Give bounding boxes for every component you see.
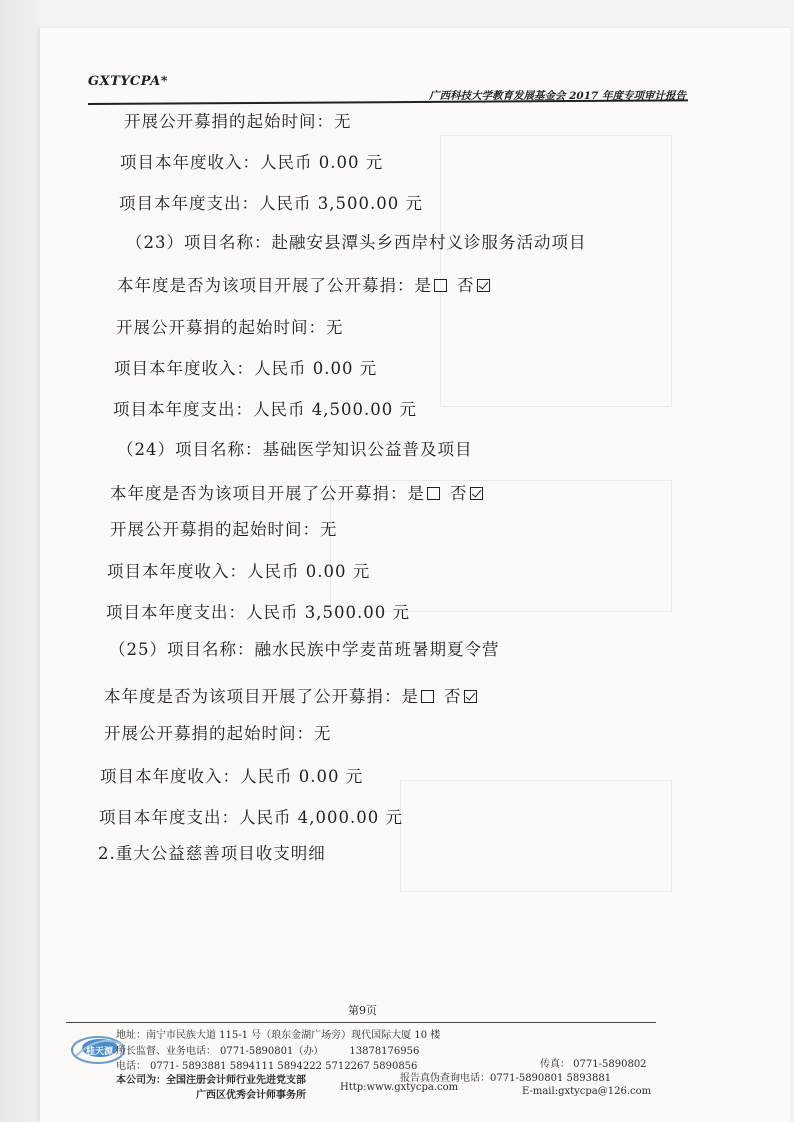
footer-rule <box>66 1022 656 1023</box>
footer-address: 地址：南宁市民族大道 115-1 号（琅东金湖广场旁）现代国际大厦 10 楼 <box>116 1030 441 1041</box>
page-number: 第9页 <box>348 1004 377 1017</box>
yes-checkbox <box>434 279 447 292</box>
fundraising-question: 本年度是否为该项目开展了公开募捐：是 否 <box>104 683 487 707</box>
footer-verify: 报告真伪查询电话：0771-5890801 5893881 <box>400 1073 612 1084</box>
text-line: 项目本年度收入：人民币 0.00 元 <box>120 153 384 172</box>
text-line: 开展公开募捐的起始时间：无 <box>110 520 338 539</box>
text-line: 项目本年度支出：人民币 3,500.00 元 <box>106 603 410 622</box>
logo-text: 桂天源 <box>86 1047 114 1057</box>
text-line: 项目本年度支出：人民币 4,500.00 元 <box>113 400 417 419</box>
footer-fax: 传真： 0771-5890802 <box>540 1059 647 1070</box>
fundraising-question: 本年度是否为该项目开展了公开募捐：是 否 <box>110 480 493 504</box>
project-title: （25）项目名称：融水民族中学麦苗班暑期夏令营 <box>109 640 500 659</box>
text-line: 项目本年度收入：人民币 0.00 元 <box>107 562 371 581</box>
yes-checkbox <box>427 487 440 500</box>
yes-checkbox <box>421 690 434 703</box>
project-title: （23）项目名称：赴融安县潭头乡西岸村义诊服务活动项目 <box>126 233 587 252</box>
text-line: 项目本年度收入：人民币 0.00 元 <box>114 359 378 378</box>
no-checkbox-checked <box>464 690 477 703</box>
footer-phones: 电话： 0771- 5893881 5894111 5894222 5712267 5890856 <box>116 1061 418 1072</box>
project-title: （24）项目名称：基础医学知识公益普及项目 <box>117 440 473 459</box>
section-heading: 2.重大公益慈善项目收支明细 <box>98 844 326 863</box>
text-line: 项目本年度支出：人民币 4,000.00 元 <box>99 808 403 827</box>
footer-email: E-mail:gxtycpa@126.com <box>522 1086 652 1097</box>
no-checkbox-checked <box>470 487 483 500</box>
text-line: 开展公开募捐的起始时间：无 <box>116 318 344 337</box>
text-line: 开展公开募捐的起始时间：无 <box>124 112 352 131</box>
fundraising-question: 本年度是否为该项目开展了公开募捐：是 否 <box>117 272 500 296</box>
text-line: 项目本年度收入：人民币 0.00 元 <box>100 767 364 786</box>
text-line: 项目本年度支出：人民币 3,500.00 元 <box>119 194 423 213</box>
report-title: 广西科技大学教育发展基金会 2017 年度专项审计报告 <box>428 90 686 102</box>
footer-website: Http:www.gxtycpa.com <box>340 1082 459 1093</box>
text-line: 开展公开募捐的起始时间：无 <box>104 724 332 743</box>
footer-honor2: 广西区优秀会计师事务所 <box>196 1090 306 1101</box>
footer-director-phone: 所长监督、业务电话： 0771-5890801（办） 13878176956 <box>116 1046 420 1057</box>
firm-logo-text: GXTYCPA* <box>88 74 168 89</box>
no-checkbox-checked <box>477 279 490 292</box>
footer-honor: 本公司为：全国注册会计师行业先进党支部 <box>116 1075 306 1086</box>
